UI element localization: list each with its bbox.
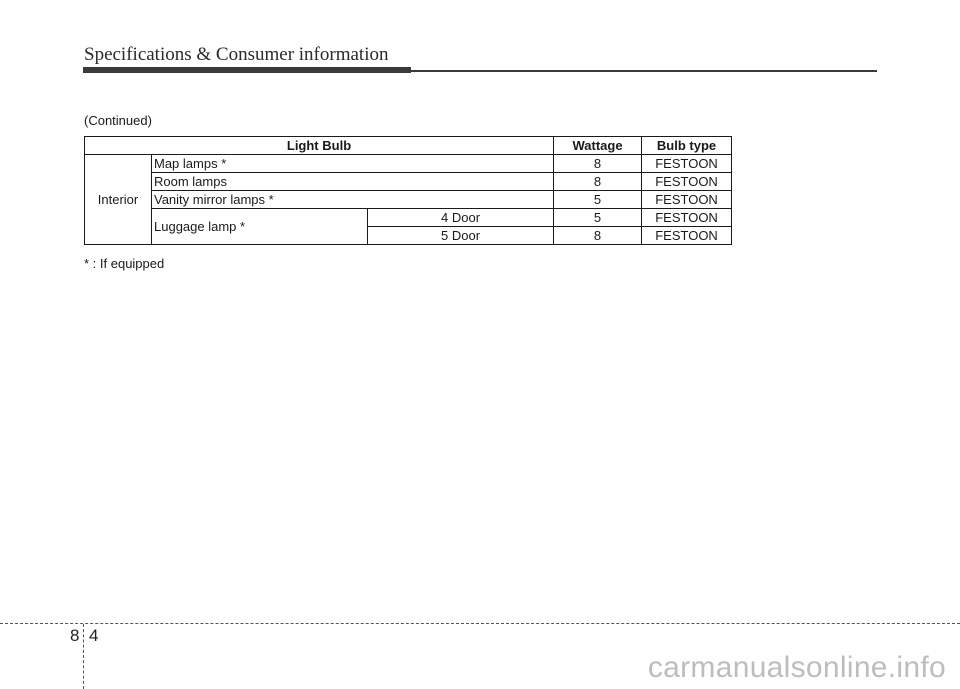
page-number-chapter: 8 xyxy=(70,626,80,645)
light-bulb-table xyxy=(84,136,732,245)
table-row xyxy=(85,191,732,209)
bulb-name: Map lamps * xyxy=(152,155,554,173)
bulb-wattage: 5 xyxy=(554,209,642,227)
header-wattage: Wattage xyxy=(554,137,642,155)
bulb-type: FESTOON xyxy=(642,173,732,191)
footnote: * : If equipped xyxy=(84,256,165,271)
table-row xyxy=(85,173,732,191)
bulb-name-luggage: Luggage lamp * xyxy=(152,209,368,245)
page-header-title: Specifications & Consumer information xyxy=(84,44,389,65)
bulb-name: Room lamps xyxy=(152,173,554,191)
footer-vertical-rule xyxy=(83,624,84,689)
table-row xyxy=(85,209,732,227)
luggage-variant: 4 Door xyxy=(368,209,554,227)
header-rule-thin xyxy=(411,70,877,72)
watermark: carmanualsonline.info xyxy=(647,651,946,684)
bulb-name: Vanity mirror lamps * xyxy=(152,191,554,209)
bulb-wattage: 8 xyxy=(554,227,642,245)
luggage-variant: 5 Door xyxy=(368,227,554,245)
bulb-type: FESTOON xyxy=(642,191,732,209)
bulb-wattage: 5 xyxy=(554,191,642,209)
group-interior: Interior xyxy=(85,155,152,245)
header-light-bulb: Light Bulb xyxy=(85,137,554,155)
page-number-page: 4 xyxy=(89,626,99,645)
bulb-type: FESTOON xyxy=(642,209,732,227)
table-row xyxy=(85,155,732,173)
footer-dashed-rule xyxy=(0,623,960,624)
bulb-type: FESTOON xyxy=(642,227,732,245)
bulb-wattage: 8 xyxy=(554,155,642,173)
header-rule-thick xyxy=(83,67,411,73)
continued-label: (Continued) xyxy=(84,113,152,128)
header-bulb-type: Bulb type xyxy=(642,137,732,155)
table-header-row xyxy=(85,137,732,155)
bulb-type: FESTOON xyxy=(642,155,732,173)
bulb-wattage: 8 xyxy=(554,173,642,191)
